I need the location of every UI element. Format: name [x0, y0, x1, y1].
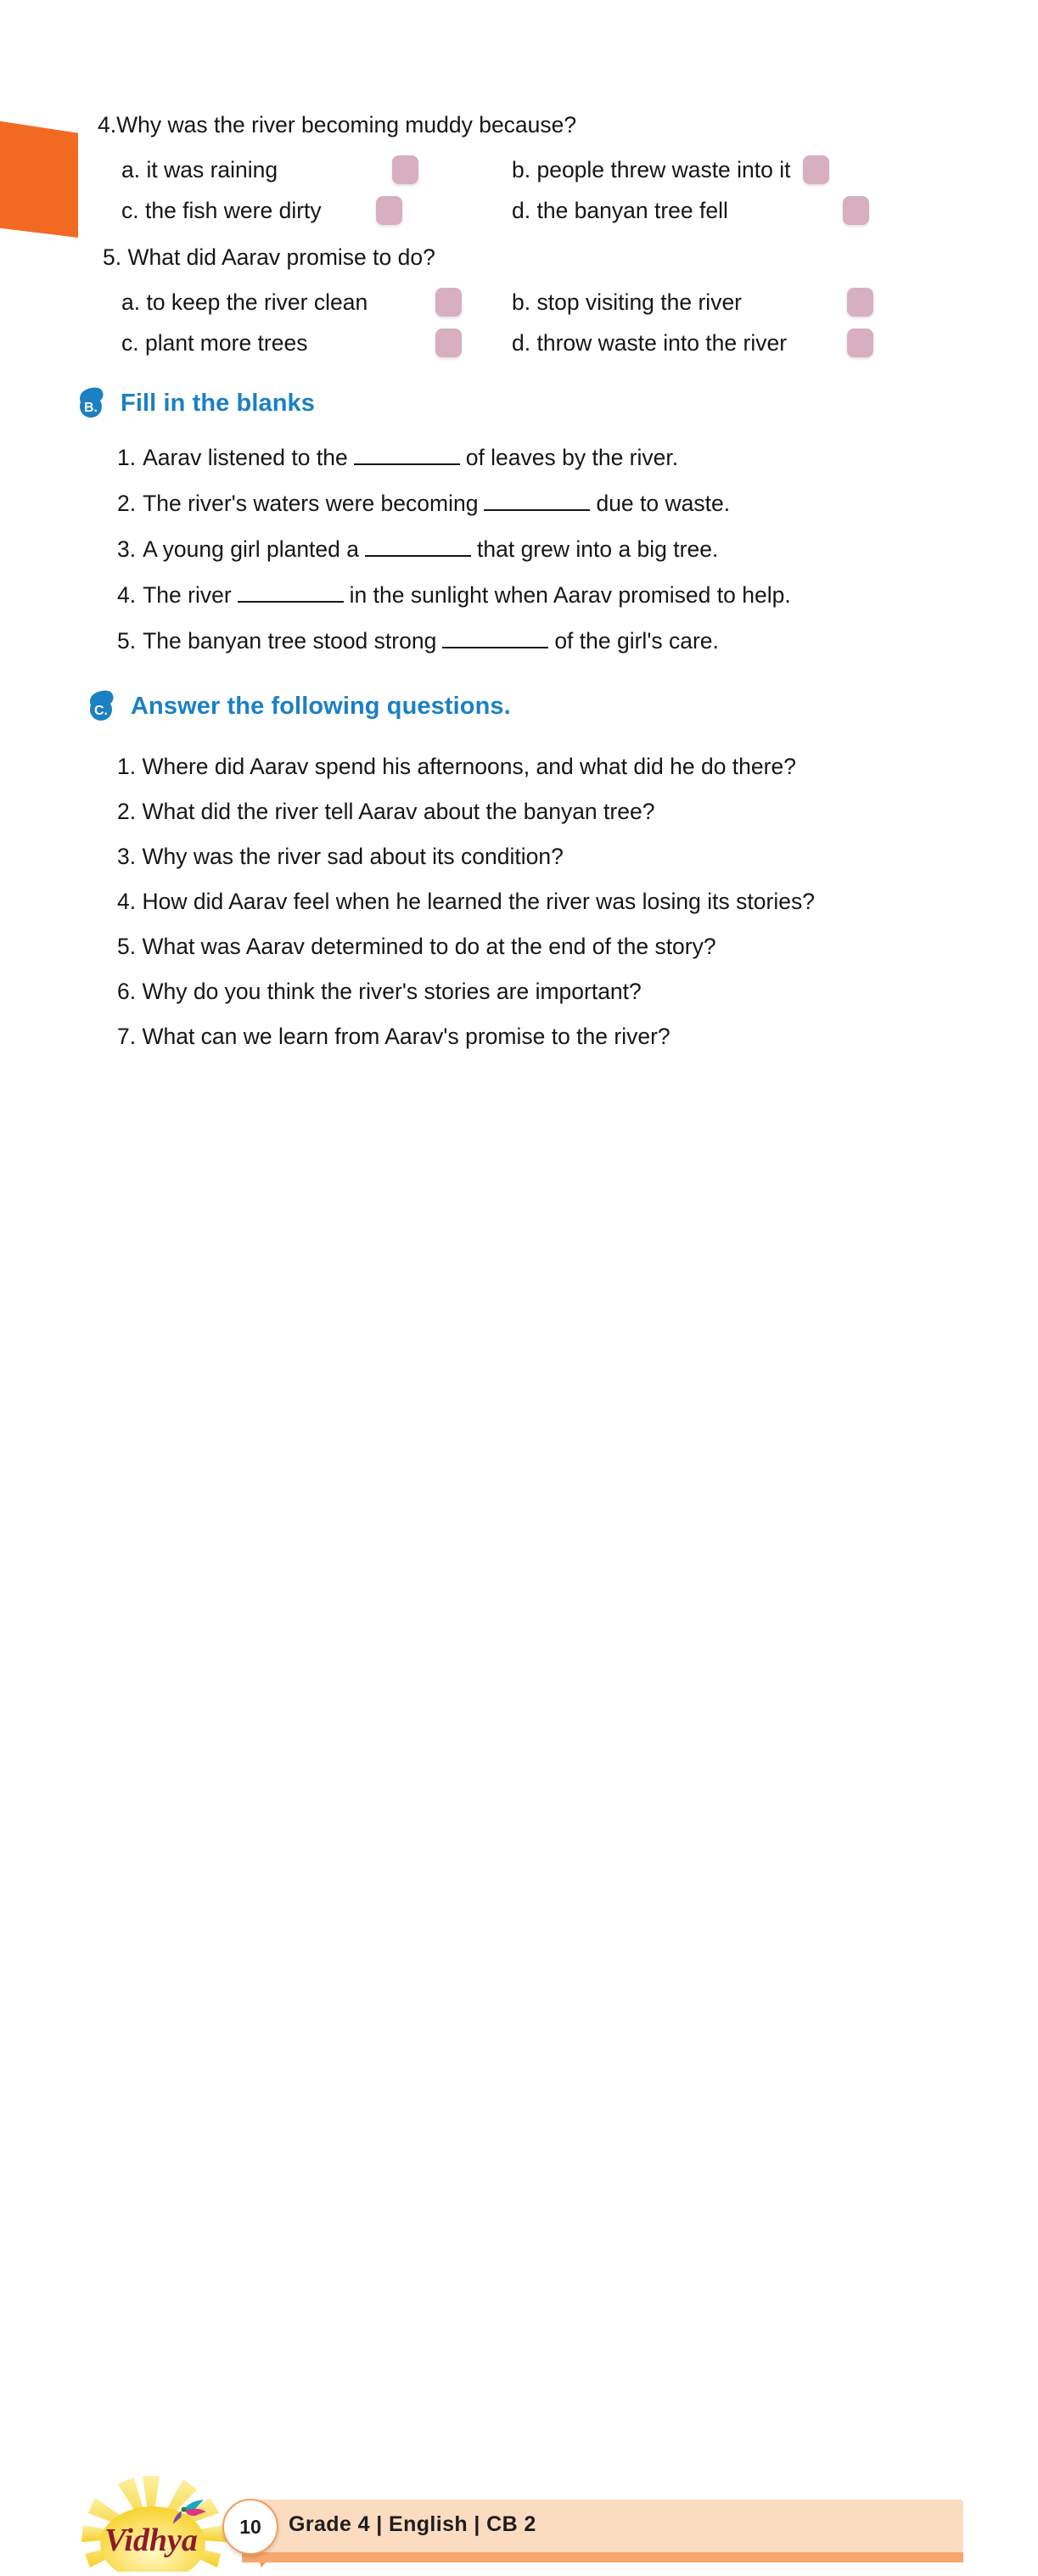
mcq-option-4b-checkbox[interactable] [803, 155, 829, 184]
section-c-badge-icon [85, 689, 122, 723]
fill-blank-item-2-before: The river's waters were becoming [143, 491, 479, 516]
section-b-heading [75, 386, 315, 420]
mcq-question-5-row-1 [98, 288, 873, 317]
footer-banner-strip [242, 2552, 963, 2562]
fill-blank-item-5-before: The banyan tree stood strong [143, 628, 437, 654]
mcq-option-4b[interactable] [512, 155, 829, 184]
mcq-option-4d-checkbox[interactable] [843, 196, 869, 225]
fill-blank-item-1-blank[interactable] [354, 463, 460, 465]
mcq-option-5a-checkbox[interactable] [435, 288, 462, 317]
section-b-badge-icon [75, 386, 112, 420]
mcq-option-5d-label: d. throw waste into the river [512, 329, 788, 356]
fill-blank-item-3-before: A young girl planted a [143, 536, 359, 562]
fill-blank-item-1-before: Aarav listened to the [143, 445, 348, 470]
answer-question-2: 2. What did the river tell Aarav about the banyan tree? [117, 799, 655, 824]
mcq-option-4c-label: c. the fish were dirty [121, 197, 322, 223]
mcq-question-4-row-1 [98, 155, 869, 184]
fill-blank-item-2-after: due to waste. [596, 491, 731, 516]
mcq-question-4-stem: 4.Why was the river becoming muddy because? [98, 112, 577, 137]
fill-blank-item-4-before: The river [143, 582, 232, 608]
fill-blank-item-2-number: 2. [117, 491, 137, 516]
vidhya-logo [81, 2466, 227, 2572]
mcq-option-5d[interactable] [512, 328, 873, 357]
mcq-option-5b-checkbox[interactable] [847, 288, 873, 317]
fill-blank-item-5 [117, 628, 719, 654]
fill-blank-item-4-number: 4. [117, 582, 137, 608]
page-footer [0, 1235, 1038, 2558]
fill-blank-item-3-after: that grew into a big tree. [477, 536, 719, 562]
mcq-option-5a-label: a. to keep the river clean [121, 289, 368, 315]
mcq-option-4a-label: a. it was raining [121, 156, 278, 182]
fill-blank-item-5-after: of the girl's care. [554, 628, 719, 654]
mcq-option-5c-label: c. plant more trees [121, 329, 308, 356]
mcq-option-4d[interactable] [512, 196, 869, 225]
mcq-option-5c[interactable] [98, 328, 474, 357]
fill-blank-item-1-after: of leaves by the river. [465, 445, 679, 470]
answer-question-7: 7. What can we learn from Aarav's promise to the river? [117, 1024, 670, 1049]
page-number: 10 [239, 2515, 261, 2538]
mcq-option-4a-checkbox[interactable] [392, 155, 418, 184]
answer-question-4: 4. How did Aarav feel when he learned the river was losing its stories? [117, 889, 815, 914]
mcq-option-5b-label: b. stop visiting the river [512, 289, 743, 315]
svg-text:C.: C. [94, 704, 108, 718]
answer-question-1: 1. Where did Aarav spend his afternoons, and what did he do there? [117, 754, 796, 779]
fill-blank-item-4 [117, 582, 791, 609]
mcq-question-4-row-2 [98, 196, 869, 225]
mcq-option-5a[interactable] [98, 288, 474, 317]
mcq-option-4d-label: d. the banyan tree fell [512, 197, 728, 223]
answer-question-5: 5. What was Aarav determined to do at the end of the story? [117, 934, 716, 959]
page-number-badge [222, 2499, 278, 2555]
section-c-heading [85, 689, 511, 723]
footer-caption: Grade 4 | English | CB 2 [289, 2512, 536, 2536]
section-b-title: Fill in the blanks [121, 389, 315, 417]
fill-blank-item-2 [117, 491, 730, 517]
mcq-option-5c-checkbox[interactable] [435, 328, 462, 357]
mcq-option-4a[interactable] [98, 155, 418, 184]
mcq-option-4c-checkbox[interactable] [376, 196, 402, 225]
vidhya-logo-text: Vidhya [104, 2523, 198, 2558]
mcq-question-4 [98, 112, 869, 225]
svg-text:B.: B. [84, 401, 98, 415]
mcq-question-5-stem: 5. What did Aarav promise to do? [103, 244, 435, 270]
answer-question-6: 6. Why do you think the river's stories are important? [117, 979, 642, 1004]
fill-blank-item-2-blank[interactable] [484, 509, 590, 511]
mcq-option-5b[interactable] [512, 288, 873, 317]
fill-blank-item-3-blank[interactable] [365, 555, 471, 557]
fill-blank-item-5-number: 5. [117, 628, 137, 654]
mcq-option-4c[interactable] [98, 196, 418, 225]
fill-blank-item-1-number: 1. [117, 445, 137, 470]
fill-blank-item-4-after: in the sunlight when Aarav promised to help. [349, 582, 791, 608]
fill-blank-item-1 [117, 445, 678, 471]
mcq-question-5-row-2 [98, 328, 873, 357]
answer-question-3: 3. Why was the river sad about its condition? [117, 844, 564, 869]
section-c-title: Answer the following questions. [131, 692, 511, 720]
orange-corner-decoration [0, 119, 78, 238]
fill-blank-item-3-number: 3. [117, 536, 137, 562]
fill-blank-item-3 [117, 536, 718, 563]
fill-blank-item-5-blank[interactable] [442, 647, 548, 648]
mcq-option-4b-label: b. people threw waste into it [512, 156, 791, 182]
fill-blank-item-4-blank[interactable] [238, 601, 344, 603]
mcq-option-5d-checkbox[interactable] [847, 328, 873, 357]
mcq-question-5 [98, 244, 873, 357]
